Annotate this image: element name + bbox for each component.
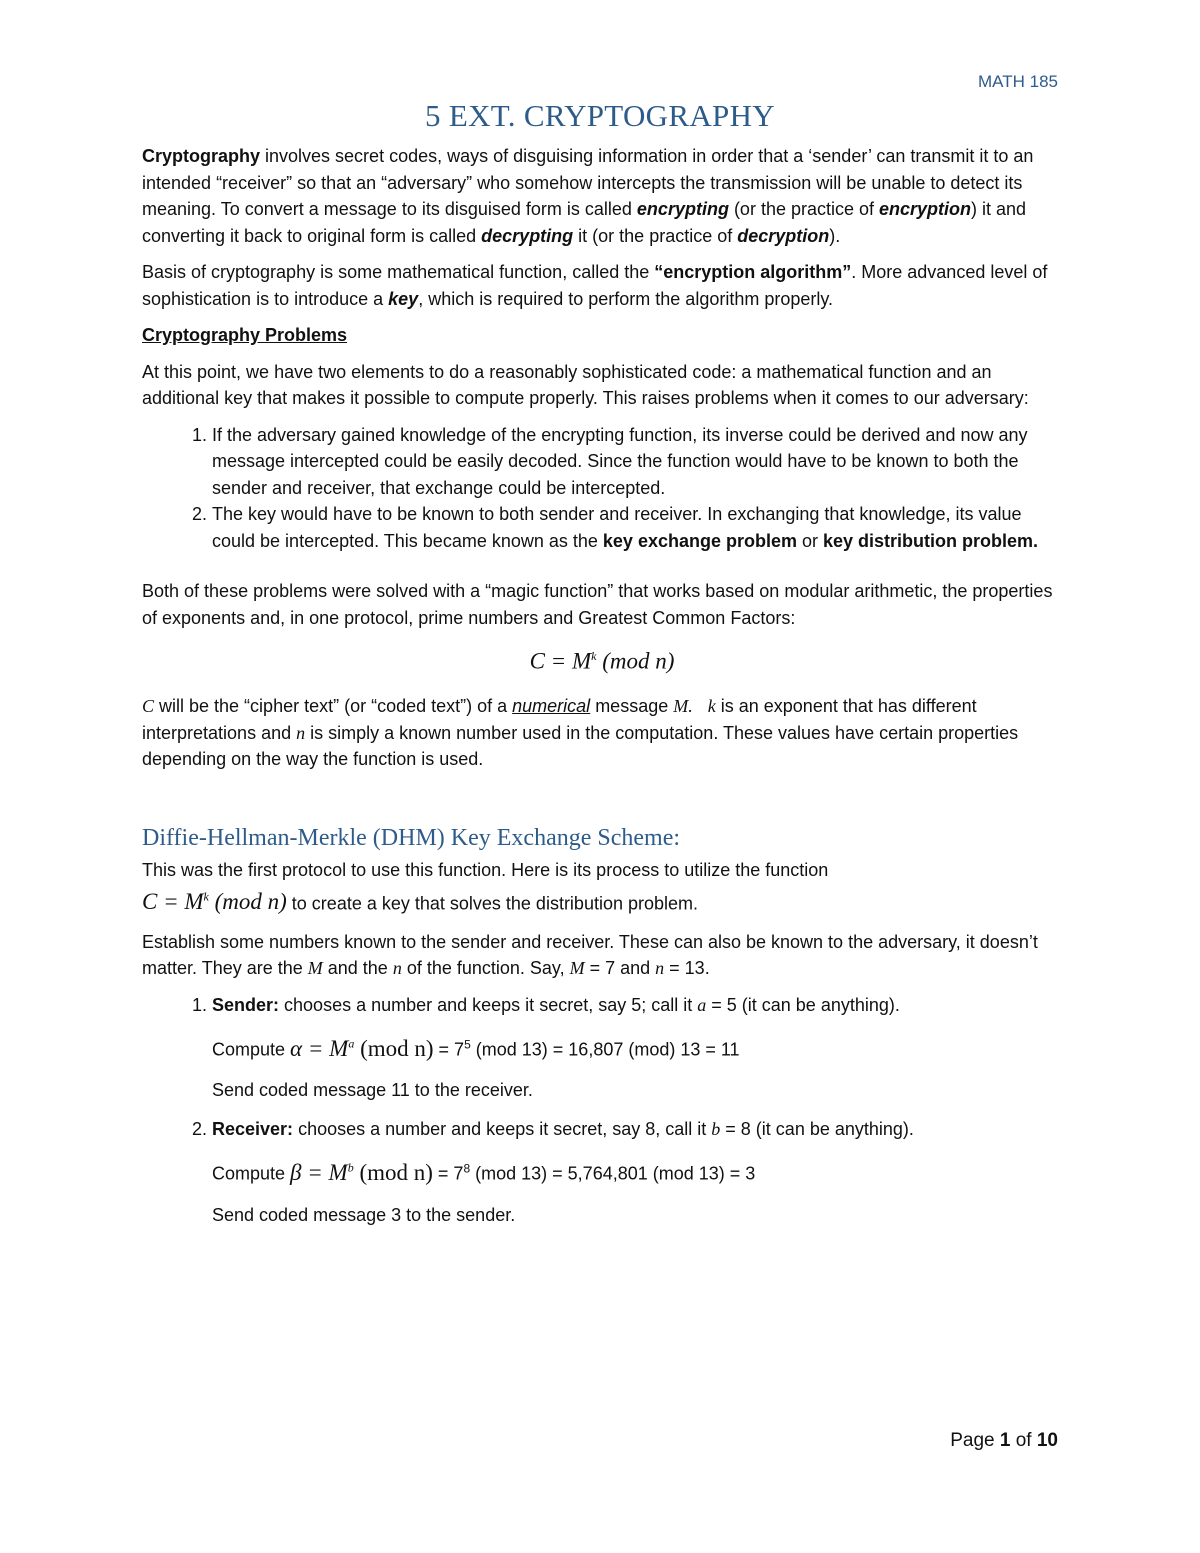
establish-text-1: Establish some numbers known to the sender and receiver. These can also be known to the adversary, it doesn’t matter. They are the xyxy=(142,931,1038,979)
dhm-inline-formula xyxy=(142,889,287,914)
term-encrypting: encrypting xyxy=(636,199,729,219)
step1-text-1: chooses a number and keeps it secret, say 5; call it xyxy=(279,994,698,1015)
dhm-step-2-compute xyxy=(212,1154,1062,1187)
explain-text-5: is simply a known number used in the computation. These values have certain properties depending on the way the function is used. xyxy=(142,722,1019,770)
establish-var-n-2: n xyxy=(655,958,665,979)
dhm-steps-list xyxy=(142,992,1062,1228)
establish-text-5: = 13. xyxy=(664,958,710,979)
page-title: 5 EXT. CRYPTOGRAPHY xyxy=(425,98,775,133)
term-decryption: decryption xyxy=(737,225,830,246)
dhm-step-1 xyxy=(212,992,1062,1104)
dhm-intro-tail: to create a key that solves the distribution problem. xyxy=(286,893,699,914)
step2-var-b: b xyxy=(711,1118,721,1139)
term-cryptography: Cryptography xyxy=(142,146,261,166)
term-numerical: numerical xyxy=(512,696,591,717)
problems-lead: At this point, we have two elements to do a reasonably sophisticated code: a mathematical function and an additional key that makes it possible to compute properly. This raises problems when it comes to our adversary: xyxy=(142,361,1029,408)
sender-label: Sender: xyxy=(212,994,280,1015)
problem-item-1: 1. If the adversary gained knowledge of the encrypting function, its inverse could be derived and now any message intercepted could be easily decoded. Since the function would have to be known to both the sender and receiver, that exchange could be intercepted. xyxy=(212,422,1062,502)
dhm-establish-paragraph xyxy=(142,929,1062,982)
term-decrypting: decrypting xyxy=(481,225,574,246)
intro-text-1: involves secret codes, ways of disguising information in order that a ‘sender’ can transmit it to an intended “receiver” so that an “adversary” who somehow intercepts the transmission will be unable to detect its meaning. To convert a message to its disguised form is called xyxy=(142,146,1034,219)
term-key-distribution-problem: key distribution problem. xyxy=(823,530,1039,551)
basis-text-2: . More advanced level of sophistication is to introduce a xyxy=(142,262,1048,309)
dhm-formula-exponent: k xyxy=(203,889,209,904)
page-total: 10 xyxy=(1036,1430,1058,1451)
term-encryption-algorithm: “encryption algorithm” xyxy=(654,262,852,282)
page-footer xyxy=(950,1430,1058,1452)
step1-text-2: = 5 (it can be anything). xyxy=(706,994,900,1015)
dhm-intro xyxy=(142,857,1062,917)
establish-var-m-2: M xyxy=(569,958,585,979)
problem-item-2-text-1: The key would have to be known to both sender and receiver. In exchanging that knowledge, its value could be intercepted. This became known as the xyxy=(212,504,1022,551)
explain-text-3 xyxy=(693,696,708,716)
formula-rhs: (mod n) xyxy=(596,648,675,674)
basis-text-1: Basis of cryptography is some mathematical function, called the xyxy=(142,262,655,282)
dhm-step-1-compute xyxy=(212,1030,1062,1063)
basis-paragraph xyxy=(142,259,1062,312)
var-k: k xyxy=(707,696,716,717)
basis-text-3: , which is required to perform the algorithm properly. xyxy=(418,288,834,309)
step1-formula xyxy=(290,1036,433,1061)
step2-result-text-2: (mod 13) = 5,764,801 (mod 13) = 3 xyxy=(470,1164,756,1185)
establish-var-n: n xyxy=(392,958,402,979)
magic-function-formula xyxy=(142,643,1062,675)
intro-text-3: ) it and converting it back to original form is called xyxy=(142,199,1027,246)
establish-var-m: M xyxy=(307,958,323,979)
problem-item-2-text-2: or xyxy=(797,530,824,551)
explain-text-4: is an exponent that has different interpretations and xyxy=(142,696,977,743)
problems-list xyxy=(142,422,1062,555)
intro-paragraph xyxy=(142,143,1062,249)
step2-formula-exponent: b xyxy=(347,1160,354,1175)
dhm-formula-rhs: (mod n) xyxy=(208,889,287,915)
term-key: key xyxy=(388,288,419,309)
step1-formula-exponent: a xyxy=(348,1036,355,1051)
step2-formula xyxy=(290,1160,433,1185)
problems-heading: Cryptography Problems xyxy=(142,325,348,345)
establish-text-3: of the function. Say, xyxy=(401,958,570,979)
step1-compute-label: Compute xyxy=(212,1039,291,1060)
course-header: MATH 185 xyxy=(978,72,1058,91)
step2-text-2: = 8 (it can be anything). xyxy=(720,1118,914,1139)
term-key-exchange-problem: key exchange problem xyxy=(602,530,797,551)
establish-text-4: = 7 and xyxy=(584,958,656,979)
step2-result-exponent: 8 xyxy=(463,1162,471,1177)
dhm-formula-lhs: C = M xyxy=(142,889,204,915)
step2-result-text-1: = 7 xyxy=(432,1164,464,1185)
dhm-step-1-send: Send coded message 11 to the receiver. xyxy=(212,1080,533,1101)
spacer xyxy=(142,554,1062,578)
step1-result-text-2: (mod 13) = 16,807 (mod) 13 = 11 xyxy=(470,1039,740,1060)
explain-text-1: will be the “cipher text” (or “coded text”) of a xyxy=(154,696,513,717)
term-encryption: encryption xyxy=(879,199,972,219)
page-number: 1 xyxy=(999,1430,1011,1451)
formula-exponent: k xyxy=(591,649,597,663)
step2-text-1: chooses a number and keeps it secret, say 8, call it xyxy=(293,1118,712,1139)
magic-function-paragraph: Both of these problems were solved with a “magic function” that works based on modular arithmetic, the properties of exponents and, in one protocol, prime numbers and Greatest Common Factors: xyxy=(142,581,1053,628)
step1-result-exponent: 5 xyxy=(464,1037,471,1052)
step1-formula-lhs: α = M xyxy=(290,1035,349,1061)
dhm-step-2-description xyxy=(212,1116,1062,1143)
problem-item-2 xyxy=(212,501,1062,554)
establish-text-2: and the xyxy=(322,958,393,979)
dhm-step-1-description xyxy=(212,992,1062,1019)
step1-formula-rhs: (mod n) xyxy=(354,1035,434,1061)
step2-formula-rhs: (mod n) xyxy=(353,1160,433,1186)
step1-result-text-1: = 7 xyxy=(433,1039,465,1060)
intro-text-4: it (or the practice of xyxy=(573,225,738,246)
step1-var-a: a xyxy=(697,994,707,1015)
intro-text-5: ). xyxy=(829,225,841,246)
page-label: Page xyxy=(950,1430,1000,1451)
dhm-step-2-send: Send coded message 3 to the sender. xyxy=(212,1204,516,1225)
step2-compute-label: Compute xyxy=(212,1164,291,1185)
intro-text-2: (or the practice of xyxy=(728,199,880,219)
dhm-step-2 xyxy=(212,1116,1062,1228)
var-c: C xyxy=(142,696,155,717)
of-label: of xyxy=(1010,1430,1037,1451)
dhm-intro-text: This was the first protocol to use this function. Here is its process to utilize the function xyxy=(142,860,829,881)
formula-lhs: C = M xyxy=(529,648,592,674)
var-n: n xyxy=(296,722,306,743)
document-body xyxy=(142,143,1062,1228)
step2-formula-lhs: β = M xyxy=(290,1160,348,1186)
receiver-label: Receiver: xyxy=(212,1118,294,1139)
dhm-heading: Diffie-Hellman-Merkle (DHM) Key Exchange Scheme: xyxy=(142,824,681,851)
explain-paragraph xyxy=(142,693,1062,773)
var-m: M. xyxy=(673,696,693,717)
explain-text-2: message xyxy=(590,696,674,717)
